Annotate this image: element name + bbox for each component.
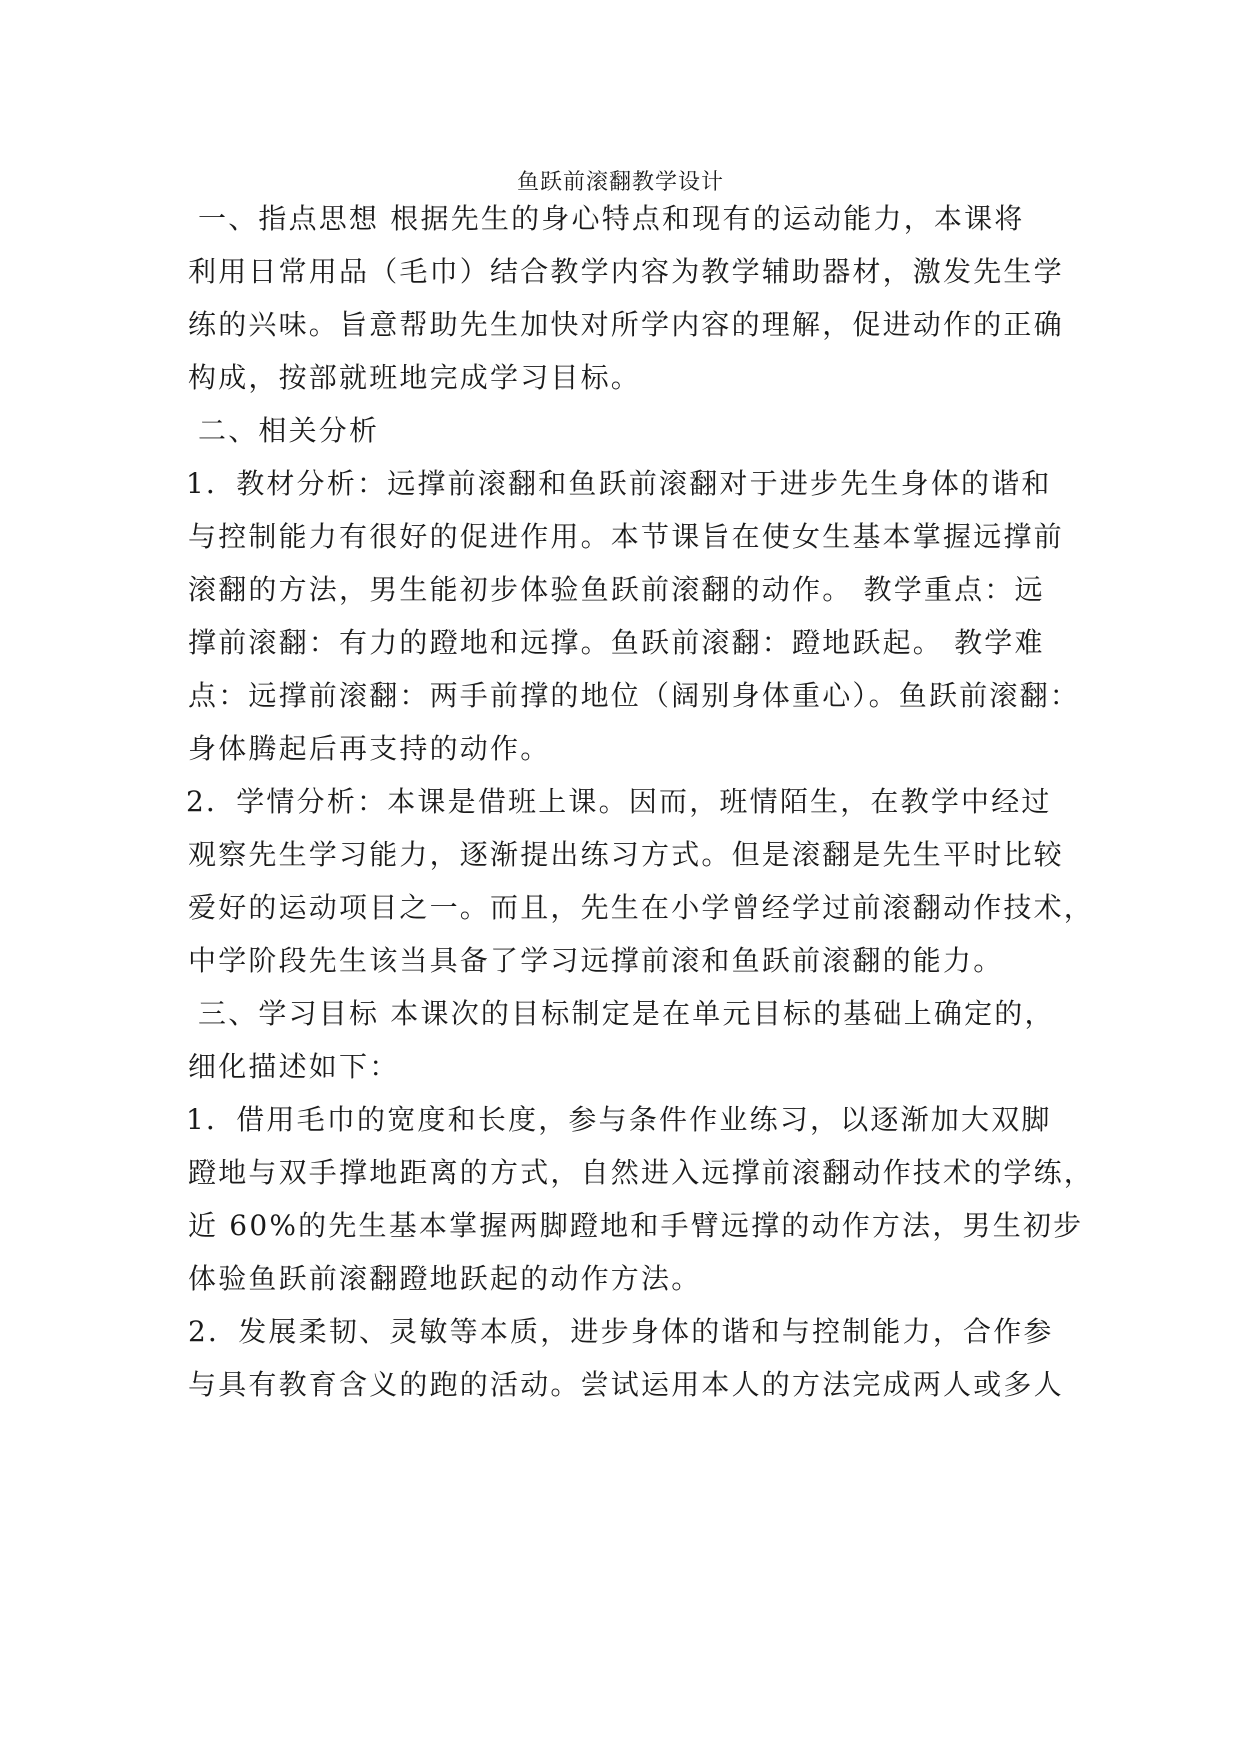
paragraph-line: 1．教材分析：远撑前滚翻和鱼跃前滚翻对于进步先生身体的谐和	[186, 467, 1052, 500]
paragraph-line: 与控制能力有很好的促进作用。本节课旨在使女生基本掌握远撑前	[188, 520, 1064, 553]
section-heading: 三、学习目标 本课次的目标制定是在单元目标的基础上确定的，	[198, 997, 1055, 1030]
paragraph-line: 撑前滚翻：有力的蹬地和远撑。鱼跃前滚翻：蹬地跃起。 教学难	[188, 626, 1045, 659]
paragraph-line: 滚翻的方法，男生能初步体验鱼跃前滚翻的动作。 教学重点：远	[188, 573, 1045, 606]
paragraph-line: 爱好的运动项目之一。而且，先生在小学曾经学过前滚翻动作技术，	[188, 891, 1095, 924]
paragraph-line: 一、指点思想 根据先生的身心特点和现有的运动能力，本课将	[198, 202, 1025, 235]
paragraph-line: 身体腾起后再支持的动作。	[188, 732, 551, 765]
paragraph-line: 构成，按部就班地完成学习目标。	[188, 361, 642, 394]
paragraph-line: 利用日常用品（毛巾）结合教学内容为教学辅助器材，激发先生学	[188, 255, 1064, 288]
paragraph-line: 练的兴味。旨意帮助先生加快对所学内容的理解，促进动作的正确	[188, 308, 1064, 341]
paragraph-line: 近 60%的先生基本掌握两脚蹬地和手臂远撑的动作方法，男生初步	[188, 1209, 1084, 1242]
document-title: 鱼跃前滚翻教学设计	[516, 170, 724, 195]
paragraph-line: 体验鱼跃前滚翻蹬地跃起的动作方法。	[188, 1262, 702, 1295]
paragraph-line: 中学阶段先生该当具备了学习远撑前滚和鱼跃前滚翻的能力。	[188, 944, 1004, 977]
section-heading: 二、相关分析	[198, 414, 380, 447]
paragraph-line: 蹬地与双手撑地距离的方式，自然进入远撑前滚翻动作技术的学练，	[188, 1156, 1095, 1189]
paragraph-line: 细化描述如下：	[188, 1050, 400, 1083]
paragraph-line: 2．发展柔韧、灵敏等本质，进步身体的谐和与控制能力，合作参	[188, 1315, 1054, 1348]
paragraph-line: 观察先生学习能力，逐渐提出练习方式。但是滚翻是先生平时比较	[188, 838, 1064, 871]
paragraph-line: 1．借用毛巾的宽度和长度，参与条件作业练习，以逐渐加大双脚	[186, 1103, 1052, 1136]
paragraph-line: 点：远撑前滚翻：两手前撑的地位（阔别身体重心）。鱼跃前滚翻：	[188, 679, 1081, 712]
paragraph-line: 2．学情分析：本课是借班上课。因而，班情陌生，在教学中经过	[186, 785, 1052, 818]
paragraph-line: 与具有教育含义的跑的活动。尝试运用本人的方法完成两人或多人	[188, 1368, 1064, 1401]
